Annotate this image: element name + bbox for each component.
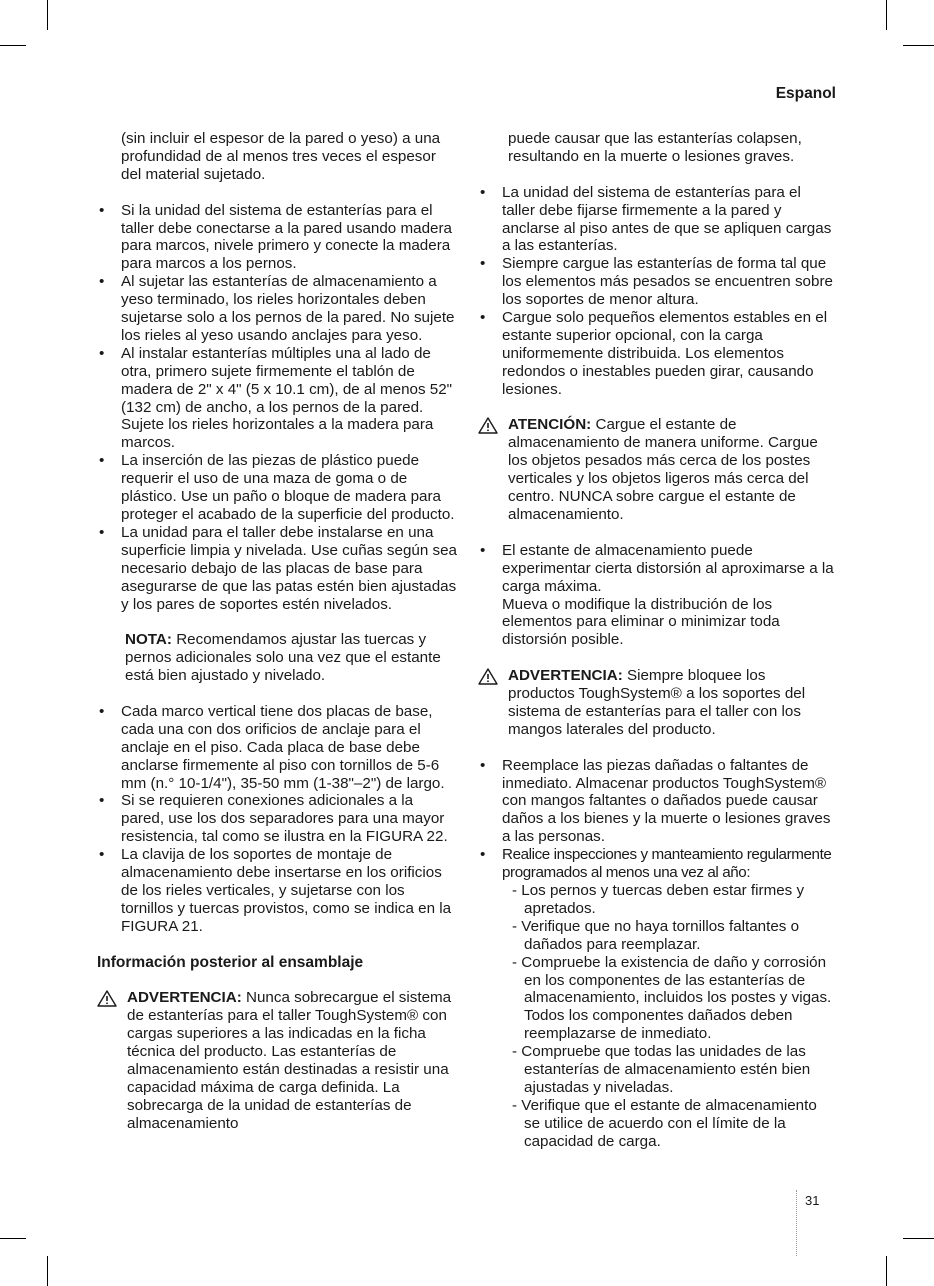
crop-mark [47,1256,48,1286]
list-item: • Realice inspecciones y manteamiento regularmente programados al menos una vez al año: [478,846,834,882]
crop-mark [886,1256,887,1286]
list-item: • Siempre cargue las estanterías de forma tal que los elementos más pesados se encuentren sobre los soportes de menor altura. [478,255,834,309]
bullet-list-e [478,757,834,882]
distortion-bullet: El estante de almacenamiento puede experimentar cierta distorsión al aproximarse a la carga máxima. [502,541,834,595]
warning-label: ADVERTENCIA: [127,989,242,1007]
warning-continuation: puede causar que las estanterías colapsen, resultando en la muerte o lesiones graves. [508,130,802,165]
list-item: • La unidad del sistema de estanterías para el taller debe fijarse firmemente a la pared y anclarse al piso antes de que se apliquen cargas a las estanterías. [478,184,834,256]
warning-triangle-icon [478,668,498,685]
inspection-list [478,882,834,1151]
crop-mark [903,1238,934,1239]
list-item: • Al sujetar las estanterías de almacenamiento a yeso terminado, los rieles horizontales deben sujetarse solo a los pernos de la pared. No sujete los rieles al yeso usando anclajes para yeso. [97,273,457,345]
footer-divider [796,1190,797,1256]
list-item: • La unidad para el taller debe instalarse en una superficie limpia y nivelada. Use cuñas según sea necesario debajo de las placas de base para asegurarse de que las patas estén bien ajustadas y los pares de soportes estén nivelados. [97,524,457,614]
crop-mark [0,45,26,46]
list-item [478,542,834,649]
inspection-item: - Verifique que el estante de almacenamiento se utilice de acuerdo con el límite de la capacidad de carga. [512,1096,817,1150]
bullet-list-d [478,542,834,649]
section-heading: Información posterior al ensamblaje [97,953,364,971]
distortion-follow: Mueva o modifique la distribución de los elementos para eliminar o minimizar toda distorsión posible. [502,595,780,649]
crop-mark [0,1238,26,1239]
right-column [478,130,834,1151]
list-item: • Si se requieren conexiones adicionales a la pared, use los dos separadores para una mayor resistencia, tal como se ilustra en la FIGURA 22. [97,792,457,846]
list-item: • Si la unidad del sistema de estanterías para el taller debe conectarse a la pared usando madera para marcos, nivele primero y conecte la madera para marcos a los pernos. [97,202,457,274]
list-item: • Cargue solo pequeños elementos estables en el estante superior opcional, con la carga uniformemente distribuida. Los elementos redondos o inestables pueden girar, causando lesiones. [478,309,834,399]
bullet-list-c [478,184,834,399]
list-item: • Al instalar estanterías múltiples una al lado de otra, primero sujete firmemente el tablón de madera de 2" x 4" (5 x 10.1 cm), de al menos 52" (132 cm) de ancho, a los pernos de la pared. Sujete los rieles horizontales a la madera para marcos. [97,345,457,452]
caution-block [478,416,834,523]
warning-triangle-icon [478,417,498,434]
inspection-item: - Verifique que no haya tornillos faltantes o dañados para reemplazar. [512,917,800,953]
crop-mark [47,0,48,30]
warning-text: Nunca sobrecargue el sistema de estanterías para el taller ToughSystem® con cargas superiores a las indicadas en la ficha técnica del producto. Las estanterías de almacenamiento están destinadas a resistir una capacidad máxima de carga definida. La sobrecarga de la unidad de estanterías de almacenamiento [127,989,452,1132]
warning-block [97,989,457,1132]
page-language-header: Espanol [775,85,836,102]
list-item: • La inserción de las piezas de plástico puede requerir el uso de una maza de goma o de plástico. Use un paño o bloque de madera para proteger el acabado de la superficie del producto. [97,452,457,524]
note-block [97,631,457,685]
caution-label: ATENCIÓN: [508,416,592,434]
crop-mark [886,0,887,30]
bullet-list-b [97,703,457,936]
inspection-item: - Compruebe que todas las unidades de las estanterías de almacenamiento estén bien ajustadas y niveladas. [512,1043,811,1096]
note-label: NOTA: [125,631,172,649]
page-number: 31 [805,1193,820,1208]
warning2-label: ADVERTENCIA: [508,667,623,685]
crop-mark [903,45,934,46]
intro-continuation: (sin incluir el espesor de la pared o yeso) a una profundidad de al menos tres veces el espesor del material sujetado. [121,130,441,183]
list-item: • La clavija de los soportes de montaje de almacenamiento debe insertarse en los orificios de los rieles verticales, y sujetarse con los tornillos y tuercas provistos, como se indica en la FIGURA 21. [97,846,457,936]
caution-text: Cargue el estante de almacenamiento de manera uniforme. Cargue los objetos pesados más cerca de los postes verticales y los objetos ligeros más cerca del centro. NUNCA sobre cargue el estante de almacenamiento. [508,416,818,523]
inspection-item: - Los pernos y tuercas deben estar firmes y apretados. [512,881,805,917]
bullet-list-a [97,202,457,614]
warning2-text: Siempre bloquee los productos ToughSystem® a los soportes del sistema de estanterías para el taller con los mangos laterales del producto. [508,667,806,738]
left-column [97,130,457,1133]
warning-block-2 [478,667,834,739]
list-item: • Cada marco vertical tiene dos placas de base, cada una con dos orificios de anclaje para el anclaje en el piso. Cada placa de base debe anclarse firmemente al piso con tornillos de 5-6 mm (n.° 10-1/4"), 35-50 mm (1-38"–2") de largo. [97,703,457,793]
note-text: Recomendamos ajustar las tuercas y pernos adicionales solo una vez que el estante está bien ajustado y nivelado. [125,631,441,685]
inspection-item: - Compruebe la existencia de daño y corrosión en los componentes de las estanterías de almacenamiento, incluidos los postes y vigas. Todos los componentes dañados deben reemplazarse de inmediato. [512,953,832,1043]
warning-triangle-icon [97,990,117,1007]
list-item: • Reemplace las piezas dañadas o faltantes de inmediato. Almacenar productos ToughSystem® con mangos faltantes o dañados puede causar daños a los bienes y la muerte o lesiones graves a las personas. [478,757,834,847]
